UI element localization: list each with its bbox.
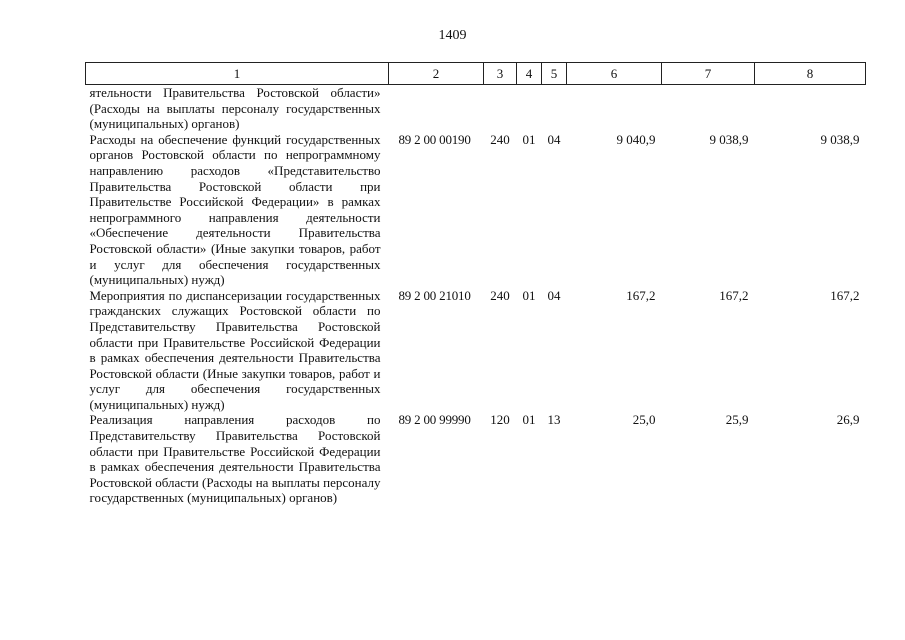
row-rz — [517, 85, 542, 132]
table-row — [86, 132, 866, 288]
table-row — [86, 85, 866, 132]
row-vr: 120 — [490, 412, 510, 428]
row-value-2: 25,9 — [725, 412, 749, 428]
row-code: 89 2 00 00190 — [398, 131, 471, 147]
row-description: Расходы на обеспечение функций государственных органов Ростовской области по непрограммному направлению расходов «Представительство Правительства Ростовской области при Правительстве Российской Федерации» в рамках непрограммного направления деятельности «Обеспечение деятельности Правительства Ростовской области» (Иные закупки товаров, работ и услуг для обеспечения государственных (муниципальных) нужд) — [89, 131, 381, 288]
header-row — [86, 63, 866, 85]
row-value-2 — [662, 85, 755, 132]
budget-table — [85, 62, 866, 506]
header-col-6: 6 — [567, 63, 662, 85]
row-value-3: 26,9 — [836, 412, 860, 428]
row-value-3: 9 038,9 — [820, 131, 860, 147]
row-vr — [484, 85, 517, 132]
row-vr: 240 — [490, 131, 510, 147]
row-description: Мероприятия по диспансеризации государственных гражданских служащих Ростовской области по Представительству Правительства Ростовской области при Правительстве Российской Федерации в рамках обеспечения деятельности Правительства Ростовской области (Иные закупки товаров, работ и услуг для обеспечения государственных (муниципальных) нужд) — [89, 287, 381, 412]
row-vr: 240 — [490, 287, 510, 303]
table-row — [86, 288, 866, 413]
row-rz: 01 — [522, 287, 536, 303]
row-value-3 — [755, 85, 866, 132]
row-code: 89 2 00 21010 — [398, 287, 471, 303]
row-code: 89 2 00 99990 — [398, 412, 471, 428]
row-value-3: 167,2 — [830, 287, 860, 303]
row-value-2: 167,2 — [719, 287, 749, 303]
row-description: Реализация направления расходов по Представительству Правительства Ростовской области при Правительстве Российской Федерации в рамках обеспечения деятельности Правительства Ростовской области (Расходы на выплаты персоналу государственных (муниципальных) органов) — [89, 412, 381, 506]
header-col-1: 1 — [86, 63, 389, 85]
row-pr: 13 — [547, 412, 561, 428]
row-value-1: 167,2 — [626, 287, 656, 303]
row-pr: 04 — [547, 287, 561, 303]
header-col-5: 5 — [542, 63, 567, 85]
row-value-1: 9 040,9 — [616, 131, 656, 147]
header-col-2: 2 — [389, 63, 484, 85]
row-pr — [542, 85, 567, 132]
row-code — [389, 85, 484, 132]
row-description: ятельности Правительства Ростовской области» (Расходы на выплаты персоналу государственных (муниципальных) органов) — [89, 85, 381, 132]
table-body — [86, 85, 866, 507]
table-header — [86, 63, 866, 85]
header-col-4: 4 — [517, 63, 542, 85]
row-value-1: 25,0 — [632, 412, 656, 428]
header-col-3: 3 — [484, 63, 517, 85]
row-pr: 04 — [547, 131, 561, 147]
row-value-1 — [567, 85, 662, 132]
table-row — [86, 412, 866, 506]
row-rz: 01 — [522, 412, 536, 428]
row-rz: 01 — [522, 131, 536, 147]
header-col-8: 8 — [755, 63, 866, 85]
page-number: 1409 — [438, 28, 467, 43]
header-col-7: 7 — [662, 63, 755, 85]
row-value-2: 9 038,9 — [709, 131, 749, 147]
